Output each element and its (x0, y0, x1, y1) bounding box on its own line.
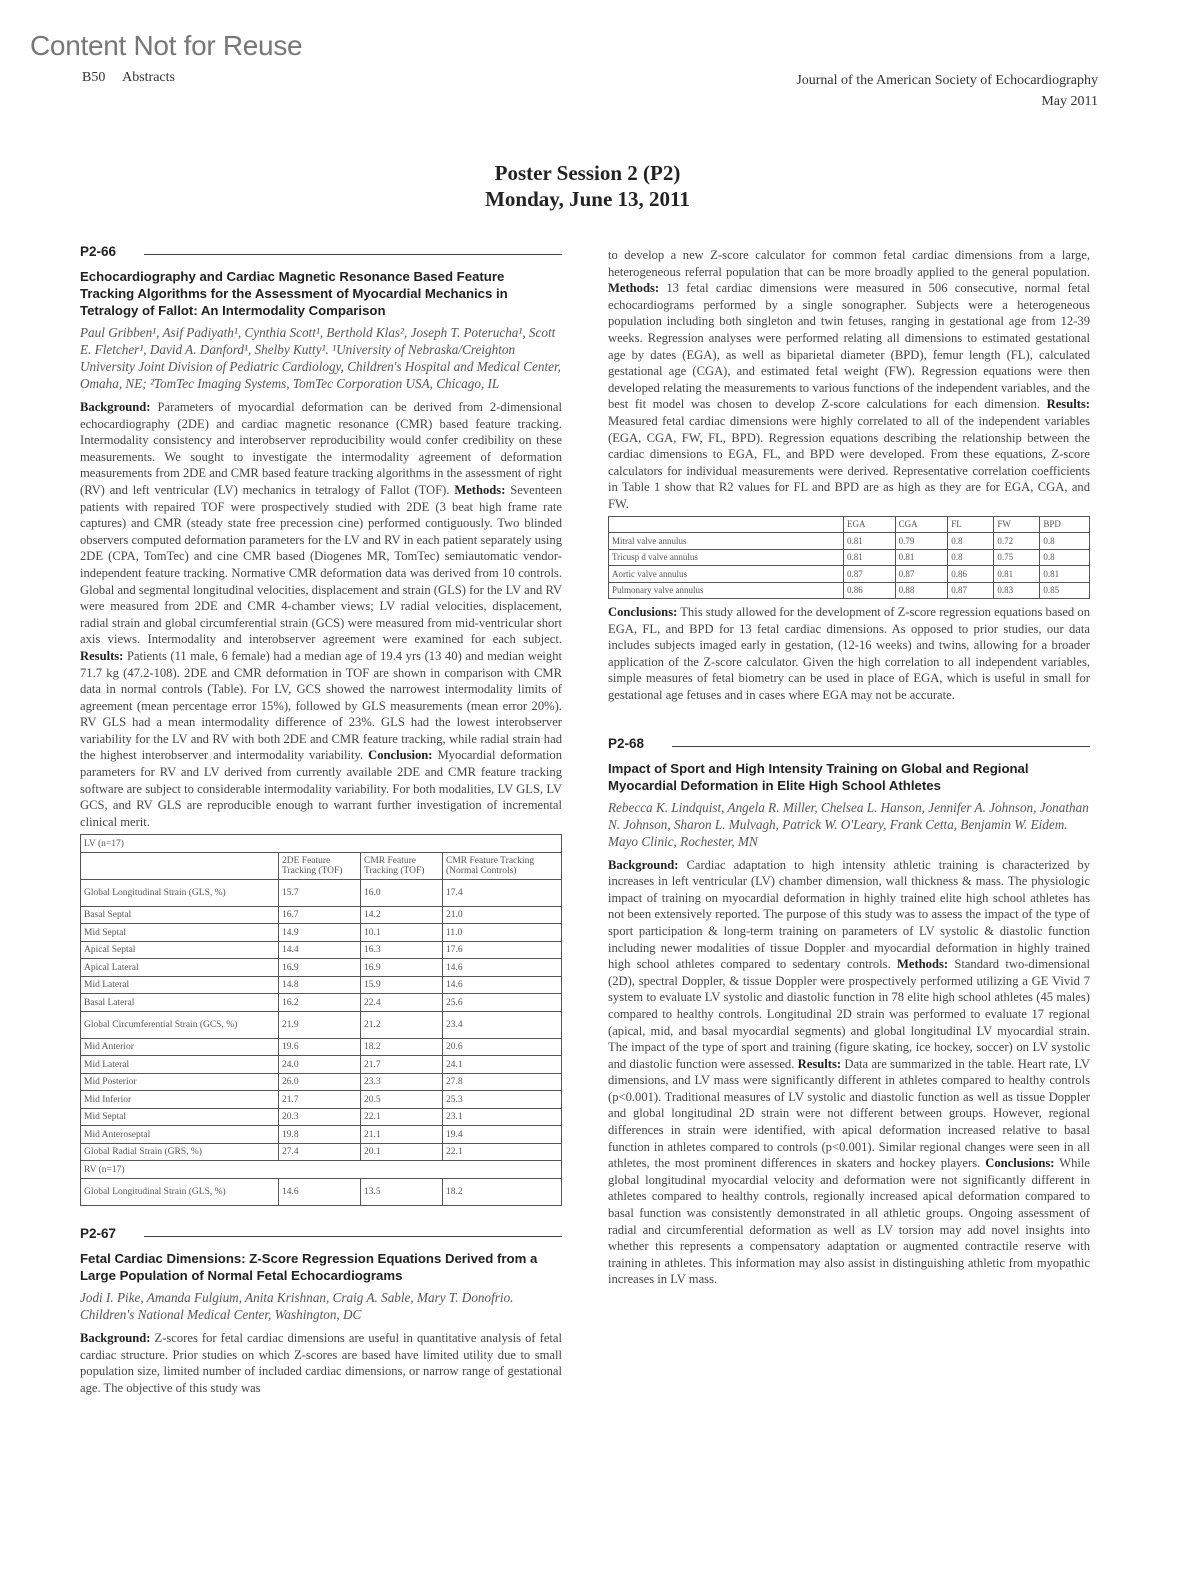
running-header-left (82, 70, 175, 86)
column-header: FL (948, 516, 994, 533)
table-row: Mid Septal 20.3 22.1 23.1 (81, 1108, 562, 1126)
running-header-right (796, 70, 1098, 112)
table-row: Aortic valve annulus 0.87 0.87 0.86 0.81 0.81 (609, 566, 1090, 583)
left-column (80, 244, 562, 1396)
watermark: Content Not for Reuse (30, 30, 303, 61)
table-row: Mid Lateral 24.0 21.7 24.1 (81, 1056, 562, 1074)
right-column (608, 247, 1090, 1288)
column-header: CMR Feature Tracking (TOF) (361, 852, 443, 879)
table-header-row (609, 516, 1090, 533)
journal-name: Journal of the American Society of Echocardiography (796, 73, 1098, 88)
divider (672, 746, 1090, 747)
section-name: Abstracts (122, 70, 175, 85)
table-row: Mid Septal 14.9 10.1 11.0 (81, 924, 562, 942)
abstract-p2-67-continued (608, 247, 1090, 704)
column-header: CMR Feature Tracking (Normal Controls) (443, 852, 562, 879)
table-row: Mid Inferior 21.7 20.5 25.3 (81, 1091, 562, 1109)
abstract-body: Background: Cardiac adaptation to high intensity athletic training is characterized by increases in left ventricular (LV) chamber dimension, wall thickness & mass. The physiologic impact of training on myocardial deformation in highly trained elite high school athletes has not been extensively reported. The purpose of this study was to assess the impact of the type of sport participation & long-term training on parameters of LV systolic & diastolic function including newer modalities of tissue Doppler and myocardial deformation in highly trained high school athletes compared to sedentary controls. Methods: Standard two-dimensional (2D), spectral Doppler, & tissue Doppler were prospectively performed utilizing a GE Vivid 7 system to evaluate LV systolic and diastolic function in 78 elite high school athletes (45 males) compared to healthy controls. Longitudinal 2D strain was performed to evaluate 17 regional (apical, mid, and basal myocardial segments) and global longitudinal LV myocardial strain. The impact of the type of sport and training (figure skating, ice hockey, soccer) on LV systolic and diastolic function were assessed. Results: Data are summarized in the table. Heart rate, LV dimensions, and LV mass were significantly different in athletes compared to healthy controls (p<0.001). Traditional measures of LV systolic and diastolic function as well as tissue Doppler and global longitudinal 2D strain were not different between groups. However, regional differences in strain were identified, with apical deformation increased relative to basal function in athletes compared to controls (p<0.001). Similar regional changes were seen in all athletes, the most prominent differences in skaters and hockey players. Conclusions: While global longitudinal myocardial velocity and deformation were not significantly different in athletes compared to healthy controls, regionally increased apical deformation compared to basal function was consistently demonstrated in all athletic groups. Ongoing assessment of radial and circumferential deformation as well as LV torsion may add novel insights into whether this represents a compensatory adaptation or augmented contractile reserve with training in athletes. This information may also assist in distinguishing athletic from myopathic increases in LV mass. (608, 857, 1091, 1287)
abstract-body: Background: Z-scores for fetal cardiac dimensions are useful in quantitative analysis of fetal cardiac structure. Prior studies on which Z-scores are based have limited utility due to small population size, limited number of included cardiac dimensions, or narrow range of gestational age. The objective of this study was (80, 1330, 562, 1395)
abstract-id: P2-67 (80, 1226, 562, 1241)
table-row: Basal Septal 16.7 14.2 21.0 (81, 906, 562, 924)
table-row: Global Longitudinal Strain (GLS, %) 15.7 16.0 17.4 (81, 879, 562, 906)
abstract-body: to develop a new Z-score calculator for common fetal cardiac dimensions from a large, heterogeneous referral population that can be more broadly applied to the general population. Methods: 13 fetal cardiac dimensions were measured in 506 consecutive, normal fetal echocardiograms performed by a single sonographer. Subjects were a heterogeneous population including both singleton and twin fetuses, ranging in gestational age from 12-39 weeks. Regression analyses were performed relating all dimensions to estimated gestational age by dates (EGA), as well as biparietal diameter (BPD), femur length (FL), calculated gestational age (CGA), and estimated fetal weight (FW). Regression equations were then developed relating the measurements to various functions of the independent variables, and the best fit model was chosen to develop Z-score calculations for each dimension. Results: Measured fetal cardiac dimensions were highly correlated to all of the independent variables (EGA, CGA, FW, FL, BPD). Regression equations describing the relationship between the cardiac dimensions to EGA, FL, and BPD were developed. From these equations, Z-score calculators for individual measurements were derived. Representative correlation coefficients in Table 1 show that R2 values for FL and BPD are as high as they are for EGA, CGA, and FW. (608, 248, 1090, 511)
abstract-authors: Rebecca K. Lindquist, Angela R. Miller, Chelsea L. Hanson, Jennifer A. Johnson, Jonathan N. Johnson, Sharon L. Mulvagh, Patrick W. O'Leary, Frank Cetta, Benjamin W. Eidem. Mayo Clinic, Rochester, MN (608, 799, 1089, 849)
table-section-header: RV (n=17) (81, 1161, 562, 1179)
abstract-title: Echocardiography and Cardiac Magnetic Resonance Based Feature Tracking Algorithms for the Assessment of Myocardial Mechanics in Tetralogy of Fallot: An Intermodality Comparison (80, 269, 508, 318)
abstract-body: Background: Parameters of myocardial deformation can be derived from 2-dimensional echocardiography (2DE) and cardiac magnetic resonance (CMR) based feature tracking. Intermodality consistency and interobserver reproducibility would confer credibility on these measurements. We sought to investigate the intermodality agreement of deformation measurements from 2DE and CMR based feature tracking algorithms in the assessment of right (RV) and left ventricular (LV) mechanics in tetralogy of Fallot (TOF). Methods: Seventeen patients with repaired TOF were prospectively studied with 2DE (3 beat high frame rate captures) and CMR (steady state free precession cine) performed contiguously. Two blinded observers computed deformation parameters for the LV and RV in each patient separately using 2DE (CPA, TomTec) and cine CMR based (Diogenes MR, TomTec) semiautomatic vendor-independent feature tracking. Normative CMR deformation data was derived from 10 controls. Global and segmental longitudinal velocities, displacement and strain (GLS) for the LV and RV were measured from 2DE and CMR 4-chamber views; LV radial velocities, displacement, radial strain and global circumferential strain (GCS) were measured from mid-ventricular short axis views. Intermodality and interobserver agreement were examined for each subject. Results: Patients (11 male, 6 female) had a median age of 19.4 yrs (13 40) and median weight 71.7 kg (47.2-108). 2DE and CMR deformation in TOF are shown in comparison with CMR data in normal controls (Table). For LV, GCS showed the narrowest intermodality limits of agreement (mean percentage error 15%), followed by GLS measurements (mean error 20%). RV GLS had a mean intermodality difference of 23%. GLS had the lowest interobserver variability for the LV and RV with both 2DE and CMR feature tracking, while radial strain had the highest interobserver and intermodality variability. Conclusion: Myocardial deformation parameters for RV and LV derived from currently available 2DE and CMR feature tracking software are subject to considerable intermodality variability. For both modalities, LV GLS, LV GCS, and RV GLS are reproducible enough to warrant further investigation of incremental clinical merit. (80, 400, 562, 829)
table-row: Apical Lateral 16.9 16.9 14.6 (81, 959, 562, 977)
table-row: Apical Septal 14.4 16.3 17.6 (81, 941, 562, 959)
abstract-p2-68 (608, 736, 1090, 1288)
column-header: BPD (1040, 516, 1090, 533)
table-row: Mid Anterior 19.6 18.2 20.6 (81, 1038, 562, 1056)
table-row: Mid Posterior 26.0 23.3 27.8 (81, 1073, 562, 1091)
page-number: B50 (82, 70, 106, 85)
table-row: Global Radial Strain (GRS, %) 27.4 20.1 22.1 (81, 1143, 562, 1161)
abstract-p2-66 (80, 244, 562, 1206)
column-header: FW (994, 516, 1040, 533)
session-title: Poster Session 2 (P2) (494, 161, 681, 185)
issue-date: May 2011 (1041, 94, 1098, 109)
table-header-row (81, 852, 562, 879)
table-row: Mitral valve annulus 0.81 0.79 0.8 0.72 0.8 (609, 533, 1090, 550)
table-section-header: LV (n=17) (81, 835, 562, 853)
abstract-title: Impact of Sport and High Intensity Training on Global and Regional Myocardial Deformation in Elite High School Athletes (608, 760, 1029, 793)
table-row: Global Circumferential Strain (GCS, %) 21.9 21.2 23.4 (81, 1011, 562, 1038)
abstract-authors: Paul Gribben¹, Asif Padiyath¹, Cynthia Scott¹, Berthold Klas², Joseph T. Poterucha¹, Scott E. Fletcher¹, David A. Danford¹, Shelby Kutty¹. ¹University of Nebraska/Creighton University Joint Division of Pediatric Cardiology, Children's Hospital and Medical Center, Omaha, NE; ²TomTec Imaging Systems, TomTec Corporation USA, Chicago, IL (80, 325, 561, 391)
abstract-conclusions: Conclusions: This study allowed for the development of Z-score regression equations based on EGA, FL, and BPD for 13 fetal cardiac dimensions. As opposed to prior studies, our data includes subjects imaged early in gestation, (12-16 weeks) and twins, allowing for a broader application of the Z-score calculator. Given the high correlation to all independent variables, simple measures of fetal biometry can be used in place of EGA, which is useful in small for gestational age fetuses and in cases where EGA may not be accurate. (608, 605, 1090, 702)
abstract-p2-67 (80, 1226, 562, 1396)
column-header: EGA (844, 516, 896, 533)
table-row: Basal Lateral 16.2 22.4 25.6 (81, 994, 562, 1012)
abstract-id: P2-68 (608, 736, 1090, 751)
table-row: Mid Lateral 14.8 15.9 14.6 (81, 976, 562, 994)
abstract-id: P2-66 (80, 244, 562, 259)
divider (144, 254, 562, 255)
column-header: 2DE Feature Tracking (TOF) (279, 852, 361, 879)
session-date: Monday, June 13, 2011 (485, 187, 690, 211)
table-row: Mid Anteroseptal 19.8 21.1 19.4 (81, 1126, 562, 1144)
divider (144, 1236, 562, 1237)
session-heading (0, 160, 1175, 212)
table-row: Global Longitudinal Strain (GLS, %) 14.6 13.5 18.2 (81, 1178, 562, 1205)
column-header: CGA (895, 516, 948, 533)
abstract-authors: Jodi I. Pike, Amanda Fulgium, Anita Krishnan, Craig A. Sable, Mary T. Donofrio. Children's National Medical Center, Washington, DC (80, 1289, 514, 1322)
strain-table (80, 834, 562, 1206)
correlation-table (608, 516, 1090, 600)
abstract-title: Fetal Cardiac Dimensions: Z-Score Regression Equations Derived from a Large Population of Normal Fetal Echocardiograms (80, 1250, 538, 1283)
table-row: Tricusp d valve annulus 0.81 0.81 0.8 0.75 0.8 (609, 549, 1090, 566)
table-row: Pulmonary valve annulus 0.86 0.88 0.87 0.83 0.85 (609, 582, 1090, 599)
